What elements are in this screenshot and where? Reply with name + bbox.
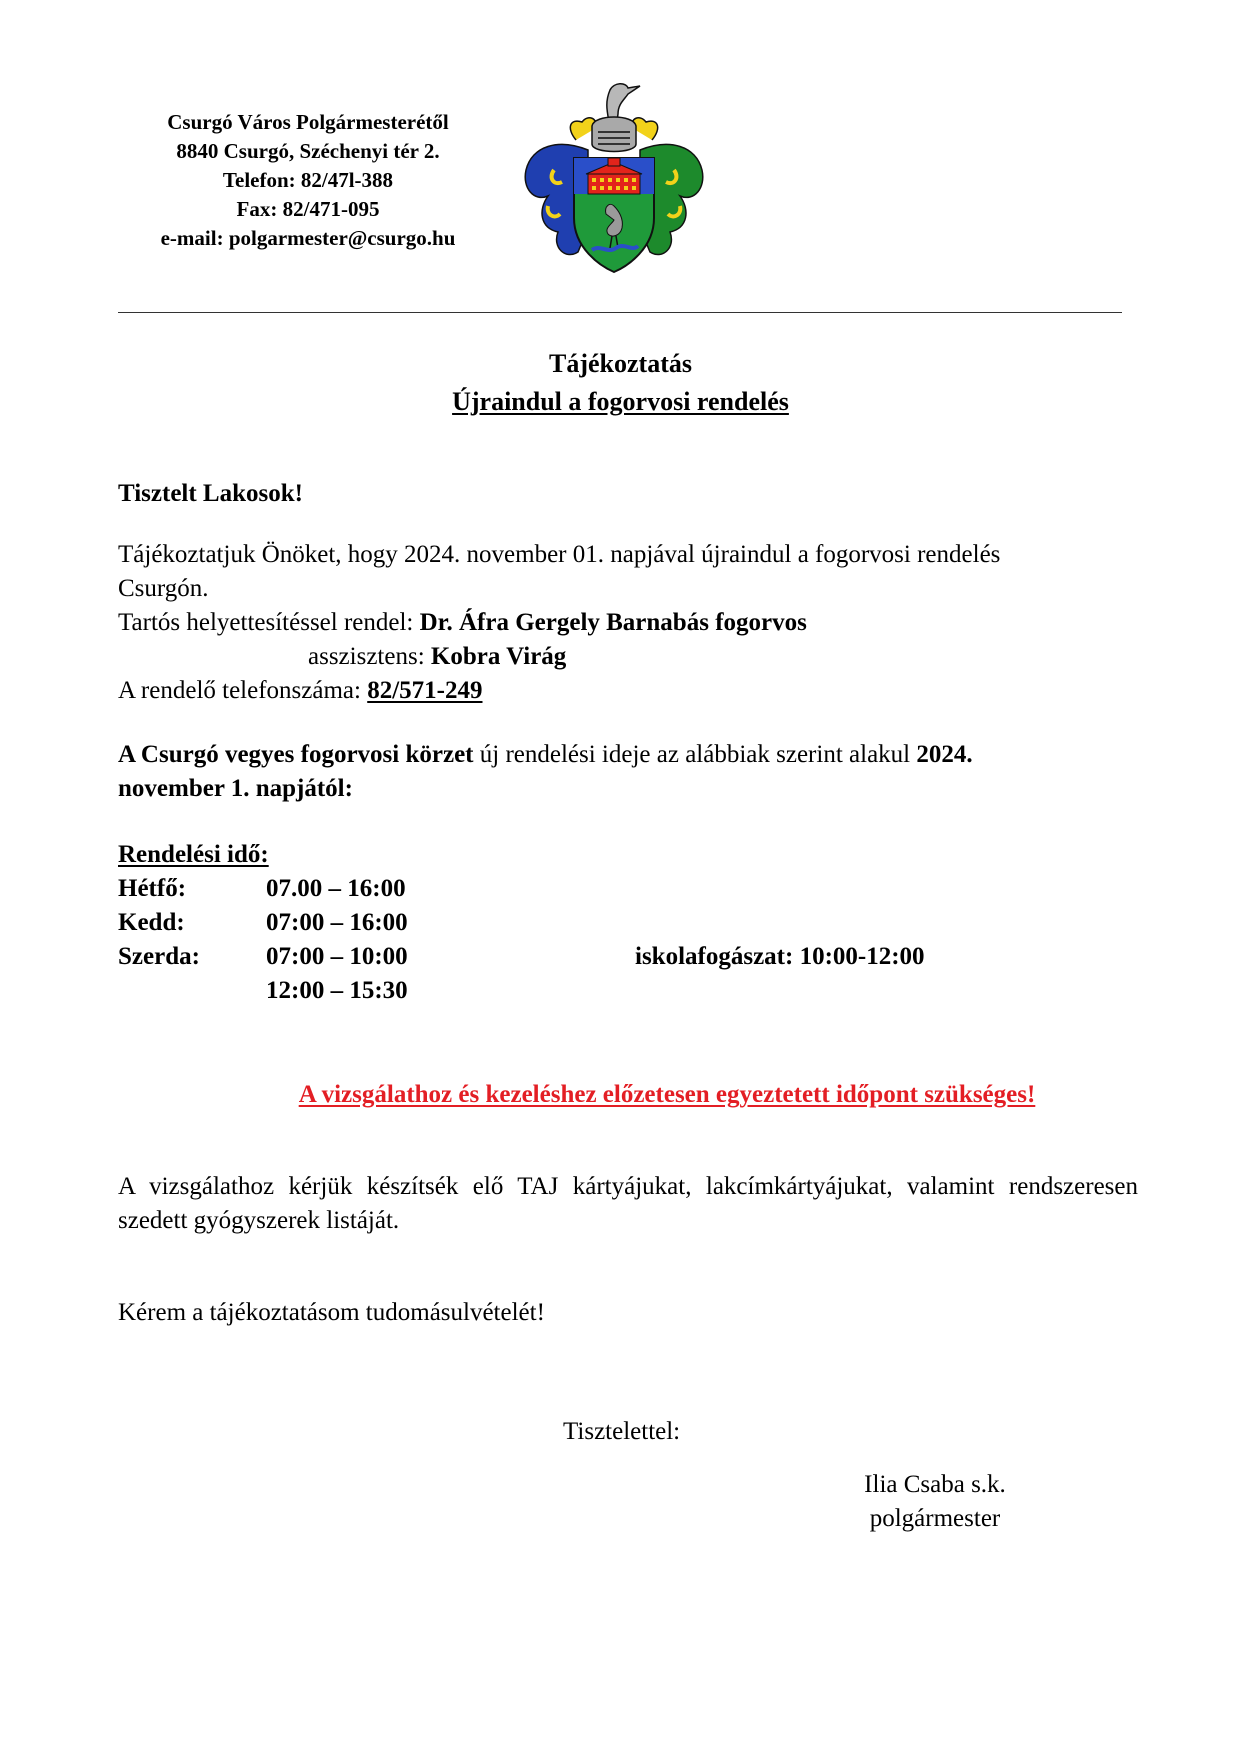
request-paragraph: A vizsgálathoz kérjük készítsék elő TAJ kártyájukat, lakcímkártyájukat, valamint rendszeresen szedett gyógyszerek listáját. — [118, 1173, 1138, 1234]
phone-line — [118, 674, 1148, 708]
substitute-line — [118, 606, 1148, 640]
greeting: Tisztelt Lakosok! — [118, 480, 303, 507]
notice-line — [118, 738, 1148, 772]
hours-time: 07:00 – 16:00 — [266, 909, 408, 936]
substitute-label: Tartós helyettesítéssel rendel: — [118, 609, 420, 636]
notice-date-year: 2024. — [916, 741, 973, 768]
hours-time: 12:00 – 15:30 — [266, 977, 408, 1004]
assistant-label: asszisztens: — [308, 643, 431, 670]
letterhead-email: e-mail: polgarmester@csurgo.hu — [160, 226, 456, 250]
notice-date: november 1. napjától: — [118, 775, 353, 802]
hours-day: Kedd: — [118, 909, 185, 936]
title-subheading: Újraindul a fogorvosi rendelés — [452, 387, 789, 416]
assistant-line — [118, 640, 1148, 674]
phone-number: 82/571-249 — [367, 677, 483, 704]
intro-line: Csurgón. — [118, 575, 209, 602]
hours-time: 07:00 – 10:00 — [266, 943, 408, 970]
notice-paragraph — [118, 738, 1148, 806]
letterhead-phone: Telefon: 82/47l-388 — [222, 168, 394, 192]
coat-of-arms-icon — [518, 78, 710, 278]
hours-title: Rendelési idő: — [118, 841, 269, 868]
letterhead-address: 8840 Csurgó, Széchenyi tér 2. — [176, 139, 440, 163]
header-divider — [118, 312, 1122, 313]
signatory-name: Ilia Csaba s.k. — [864, 1471, 1006, 1498]
intro-line: Tájékoztatjuk Önöket, hogy 2024. november 01. napjával újraindul a fogorvosi rendelés — [118, 541, 1001, 568]
notice-middle: új rendelési ideje az alábbiak szerint alakul — [473, 741, 917, 768]
closing-sentence: Kérem a tájékoztatásom tudomásulvételét! — [118, 1299, 545, 1326]
phone-label: A rendelő telefonszáma: — [118, 677, 368, 704]
substitute-name: Dr. Áfra Gergely Barnabás fogorvos — [419, 609, 807, 636]
title-heading: Tájékoztatás — [549, 349, 692, 378]
hours-day: Hétfő: — [118, 875, 187, 902]
letterhead-office: Csurgó Város Polgármesterétől — [167, 110, 449, 134]
hours-time: 07.00 – 16:00 — [266, 875, 406, 902]
signature-block — [820, 1468, 1050, 1536]
letterhead-fax: Fax: 82/471-095 — [236, 197, 380, 221]
hours-note: iskolafogászat: 10:00-12:00 — [635, 943, 925, 970]
notice-district: A Csurgó vegyes fogorvosi körzet — [118, 741, 474, 768]
hours-day: Szerda: — [118, 943, 200, 970]
sign-greeting: Tisztelettel: — [563, 1418, 681, 1445]
letterhead — [118, 108, 498, 253]
intro-paragraph — [118, 538, 1148, 708]
document-title — [0, 345, 1241, 421]
signatory-role: polgármester — [869, 1505, 1001, 1532]
assistant-name: Kobra Virág — [430, 643, 567, 670]
appointment-warning: A vizsgálathoz és kezeléshez előzetesen egyeztetett időpont szükséges! — [298, 1081, 1036, 1108]
